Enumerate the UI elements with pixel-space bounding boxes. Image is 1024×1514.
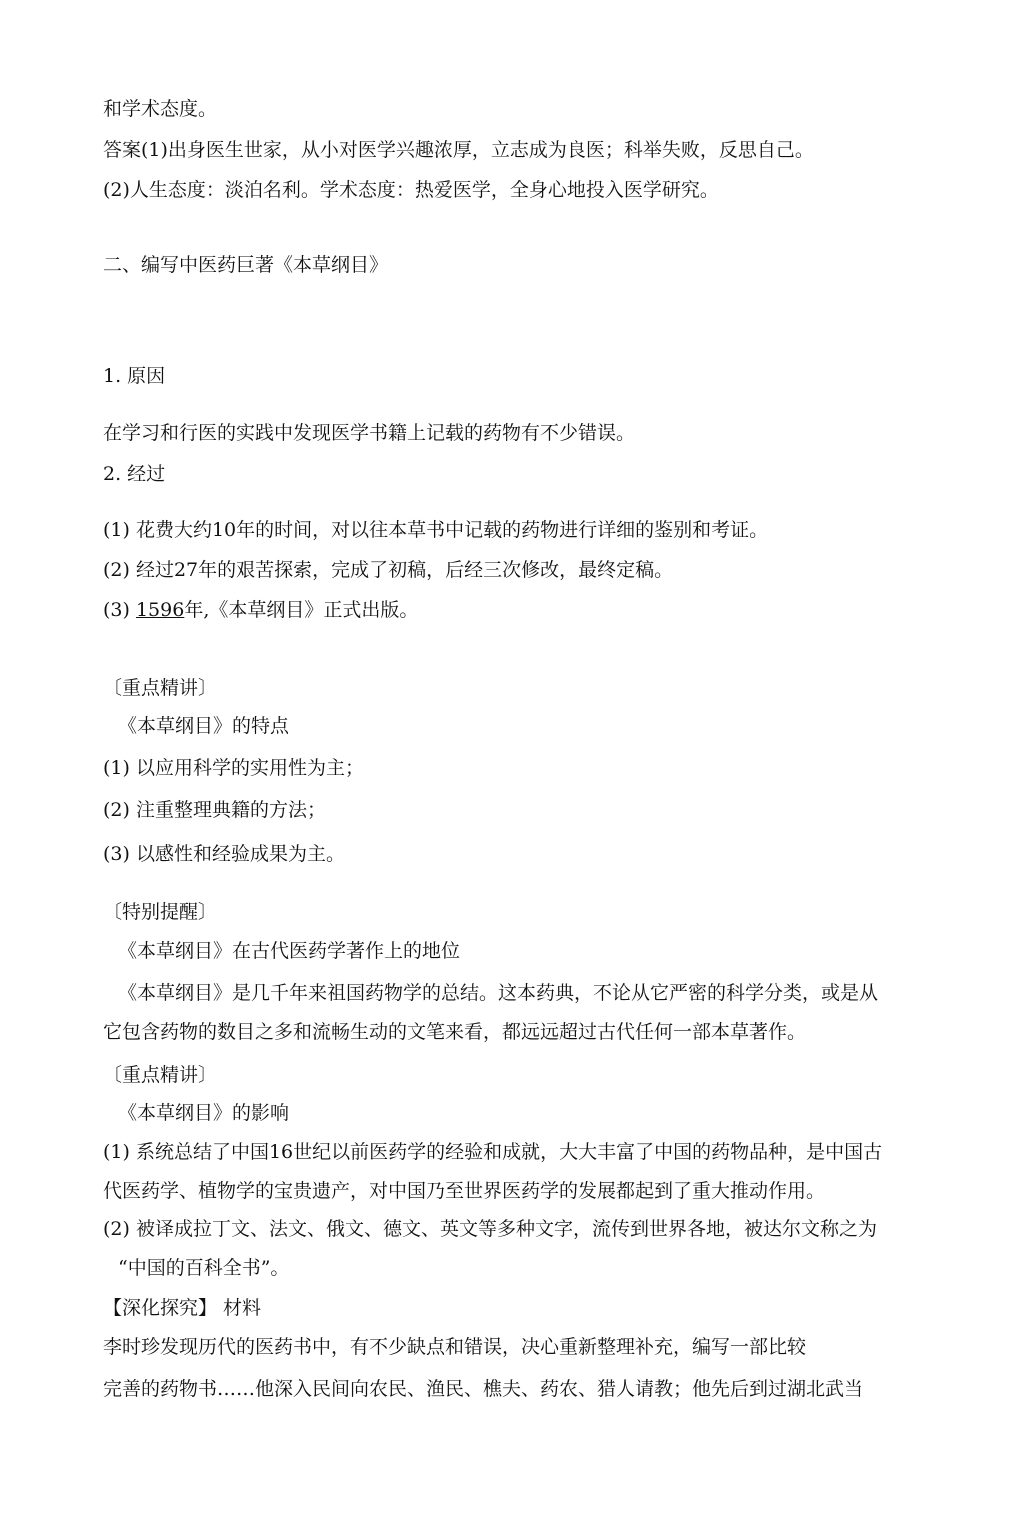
feature-item-2: (2) 注重整理典籍的方法； [103,799,326,821]
reason-text: 在学习和行医的实践中发现医学书籍上记载的药物有不少错误。 [103,422,636,444]
publication-year: 1596 [135,599,185,621]
process-item-1: (1) 花费大约10年的时间，对以往本草书中记载的药物进行详细的鉴别和考证。 [103,519,769,541]
impact-item-2-cont: “中国的百科全书”。 [118,1257,290,1279]
callout-title: 《本草纲目》的特点 [118,715,290,737]
text-line: 和学术态度。 [103,98,218,120]
material-line: 完善的药物书……他深入民间向农民、渔民、樵夫、药农、猎人请教；他先后到过湖北武当 [103,1378,864,1400]
section-heading: 二、编写中医药巨著《本草纲目》 [103,254,389,276]
callout-label: 〔重点精讲〕 [103,677,218,699]
feature-item-3: (3) 以感性和经验成果为主。 [103,843,345,865]
callout-title: 《本草纲目》的影响 [118,1102,290,1124]
callout-label: 〔重点精讲〕 [103,1064,218,1086]
callout-title: 《本草纲目》在古代医药学著作上的地位 [118,940,461,962]
process-item-3-prefix: (3) [103,599,136,621]
explore-heading: 【深化探究】 材料 [103,1297,262,1319]
subheading-reason: 1. 原因 [103,365,166,387]
paragraph-line: 《本草纲目》是几千年来祖国药物学的总结。这本药典，不论从它严密的科学分类，或是从 [118,982,879,1004]
impact-item-1-cont: 代医药学、植物学的宝贵遗产，对中国乃至世界医药学的发展都起到了重大推动作用。 [103,1180,826,1202]
callout-label: 〔特别提醒〕 [103,901,218,923]
impact-item-1: (1) 系统总结了中国16世纪以前医药学的经验和成就，大大丰富了中国的药物品种，是中国古 [103,1141,883,1163]
process-item-2: (2) 经过27年的艰苦探索，完成了初稿，后经三次修改，最终定稿。 [103,559,674,581]
feature-item-1: (1) 以应用科学的实用性为主； [103,757,364,779]
subheading-process: 2. 经过 [103,463,166,485]
answer-line-2: (2)人生态度：淡泊名利。学术态度：热爱医学，全身心地投入医学研究。 [103,179,719,201]
impact-item-2: (2) 被译成拉丁文、法文、俄文、德文、英文等多种文字，流传到世界各地，被达尔文称之为 [103,1218,877,1240]
paragraph-line: 它包含药物的数目之多和流畅生动的文笔来看，都远远超过古代任何一部本草著作。 [103,1021,807,1043]
answer-line-1: 答案(1)出身医生世家，从小对医学兴趣浓厚，立志成为良医；科举失败，反思自己。 [103,139,814,161]
process-item-3-rest: 年,《本草纲目》正式出版。 [184,599,419,621]
process-item-3 [103,598,418,622]
material-line: 李时珍发现历代的医药书中，有不少缺点和错误，决心重新整理补充，编写一部比较 [103,1336,807,1358]
